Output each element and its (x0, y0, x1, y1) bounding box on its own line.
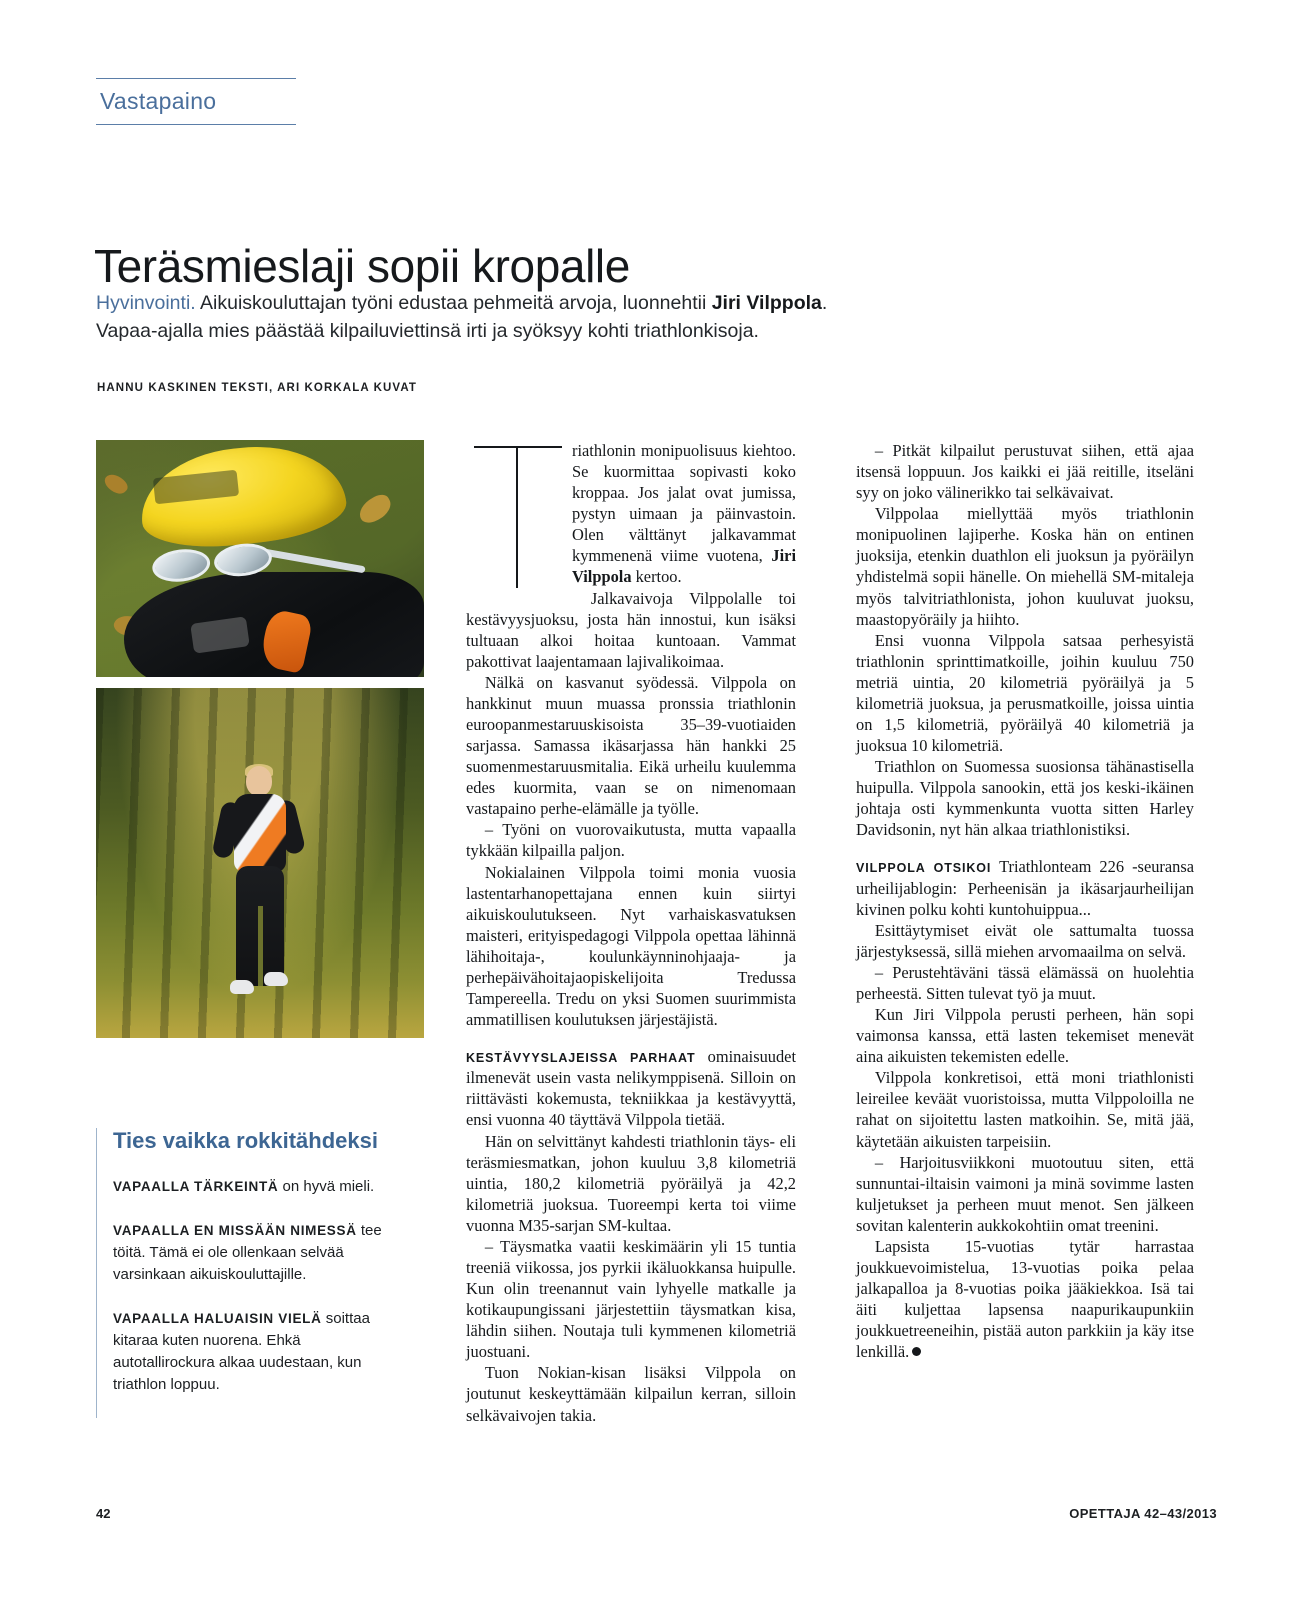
section-kicker (96, 78, 296, 125)
drop-cap-t (466, 440, 572, 590)
standfirst-text-before-name: Aikuiskouluttajan työni edustaa pehmeitä arvoja, luonnehtii (195, 292, 712, 314)
paragraph: Ensi vuonna Vilppola satsaa perhesyistä triathlonin sprinttimatkoille, joihin kuuluu 750 metriä uintia, 20 kilometriä pyöräilyä ja 5 kilometriä juoksua, ja perusmatkoille, joissa uintia on 1,5 kilometriä, pyöräilyä 40 kilometriä ja juoksua 10 kilometriä. (856, 630, 1194, 756)
page-number: 42 (96, 1506, 111, 1521)
sidebar-title: Ties vaikka rokkitähdeksi (113, 1128, 378, 1153)
subhead-paragraph (466, 1046, 796, 1130)
sidebar-item-3-lead: VAPAALLA HALUAISIN VIELÄ (113, 1310, 322, 1326)
runner-jersey (234, 794, 286, 872)
drop-cap-t-bar (474, 446, 562, 448)
subhead-continuation: Triathlonteam 226 -seuransa urheilijablogin: Perheenisän ja ikäsarjaurheilijan kivinen polku kohti kuntohuippua... (856, 857, 1194, 919)
paragraph: – Työni on vuorovaikutusta, mutta vapaalla tykkään kilpailla paljon. (466, 820, 796, 861)
paragraph-final (856, 1236, 1194, 1362)
paragraph: – Pitkät kilpailut perustuvat siihen, että ajaa itsensä loppuun. Jos kaikki ei jää reitille, itseläni syy on joko välinerikko tai selkävaivat. (856, 441, 1194, 503)
subhead-label: VILPPOLA OTSIKOI (856, 861, 992, 876)
paragraph-final-text: Lapsista 15-vuotias tytär harrastaa joukkuevoimistelua, 13-vuotias poika pelaa jalkapalloa ja 8-vuotias poika jääkiekkoa. Isä tai äiti kuljettaa lapsensa naapurikaupunkiin joukkuetreeneihin, pistää auton parkkiin ja käy itse lenkillä. (856, 1236, 1194, 1362)
drop-cap-t-stem (516, 446, 518, 588)
runner-shoe-left (230, 980, 254, 994)
paragraph: Hän on selvittänyt kahdesti triathlonin täys- eli teräsmiesmatkan, johon kuuluu 3,8 kilometriä uintia, 180,2 kilometriä pyöräilyä ja 42,2 kilometriä juoksua. Tuoreempi kerta toi viime vuonna M35-sarjan SM-kultaa. (466, 1131, 796, 1235)
goggles-lens-left (150, 546, 211, 585)
paragraph: Triathlon on Suomessa suosionsa tähänastisella huipulla. Vilppola sanookin, että jos keski-ikäinen johtaja osti kymmenkunta vuotta sitten Harley Davidsonin, nyt hän alkaa triathlonistiksi. (856, 757, 1194, 840)
paragraph: Nälkä on kasvanut syödessä. Vilppola on hankkinut muun muassa pronssia triathlonin euroopanmestaruuskisoista 35–39-vuotiaiden sarjassa. Samassa ikäsarjassa hän hankki 25 suomenmestaruusmitalia. Eikä urheilu kuulemma edes kuormita, vaan se on nimenomaan vastapaino perhe-elämälle ja työlle. (466, 672, 796, 819)
section-kicker-label: Vastapaino (100, 88, 217, 114)
sidebar-item-1-lead: VAPAALLA TÄRKEINTÄ (113, 1178, 279, 1194)
paragraph: Vilppola konkretisoi, että moni triathlonisti leireilee keväät vuoristoissa, mutta Vilppoloilla ne rahat on sijoitettu lasten matkoihin. Se, mitä jää, käytetään aikuisten tarpeisiin. (856, 1068, 1194, 1151)
standfirst (96, 290, 866, 345)
runner-on-autumn-trail-photo (96, 688, 424, 1038)
opening-person-name: Jiri Vilppola (572, 546, 796, 587)
opening-text-before-name: riathlonin monipuolisuus kiehtoo. Se kuormittaa sopivasti koko kroppaa. Jos jalat ovat jumissa, pystyn uimaan ja päinvastoin. Olen välttänyt jalkavammat kymmenenä viime vuotena, (572, 441, 796, 566)
paragraph: – Harjoitusviikkoni muotoutuu siten, että sunnuntai-iltaisin vaimoni ja minä sovimme lasten kuljetukset ja perheen muut menot. Sen jälkeen sovitan kalenterin aukkokohtiin omat treenini. (856, 1152, 1194, 1235)
subhead-continuation: ominaisuudet ilmenevät usein vasta nelikymppisenä. Silloin on riittävästi kokemusta, tekniikkaa ja kestävyyttä, ensi vuonna 40 täyttävä Vilppola tietää. (466, 1047, 796, 1130)
sidebar-item-3 (113, 1308, 396, 1396)
runner-head (246, 766, 272, 796)
article-column-right (856, 440, 1194, 1362)
sidebar-item-2-lead: VAPAALLA EN MISSÄÄN NIMESSÄ (113, 1222, 357, 1238)
standfirst-label: Hyvinvointi. (96, 292, 196, 314)
subhead-paragraph (856, 856, 1194, 919)
article-column-middle (466, 440, 796, 1426)
page-title: Teräsmieslaji sopii kropalle (94, 239, 630, 292)
sidebar-item-2-text: tee töitä. Tämä ei ole ollenkaan selvää varsinkaan aikuiskouluttajille. (113, 1221, 382, 1283)
subhead-label: KESTÄVYYSLAJEISSA PARHAAT (466, 1051, 696, 1066)
paragraph: Vilppolaa miellyttää myös triathlonin monipuolinen lajiperhe. Koska hän on entinen juoksija, etenkin duathlon eli juoksun ja pyöräilyn yhdistelmä sopii hänelle. On miehellä SM-mitaleja myös talvitriathlonista, johon kuuluvat juoksu, maastopyöräily ja hiihto. (856, 504, 1194, 629)
end-of-article-bullet-icon (912, 1347, 921, 1356)
paragraph: Jalkavaivoja Vilppolalle toi kestävyysjuoksu, josta hän innostui, kun isäksi tultuaan alkoi hoitaa kuntoaan. Vammat pakottivat laajentamaan lajivalikoimaa. (466, 588, 796, 671)
opening-text-after-name: kertoo. (631, 567, 682, 587)
swim-cap-goggles-wetsuit-photo (96, 440, 424, 677)
standfirst-person-name: Jiri Vilppola (711, 292, 822, 314)
sidebar-item-2 (113, 1220, 396, 1286)
article-opening-paragraph (466, 440, 796, 588)
paragraph: Kun Jiri Vilppola perusti perheen, hän sopi vaimonsa kanssa, että lasten tekemiset menevät aina aikuisten tekemisten edelle. (856, 1005, 1194, 1067)
paragraph: Esittäytymiset eivät ole sattumalta tuossa järjestyksessä, sillä miehen arvomaailma on selvä. (856, 920, 1194, 961)
sidebar-item-3-text: soittaa kitaraa kuten nuorena. Ehkä autotallirockura alkaa uudestaan, kun triathlon loppuu. (113, 1309, 370, 1393)
paragraph: Nokialainen Vilppola toimi monia vuosia lastentarhanopettajana ennen kuin siirtyi aikuiskoulutukseen. Nyt varhaiskasvatuksen maisteri, erityispedagogi Vilppola opettaa lähinnä lähihoitaja-, koulunkäynninohjaaja- ja perhepäivähoitajaopiskelijoita Tredussa Tampereella. Tredu on yksi Suomen suurimmista ammatillisen koulutuksen järjestäjistä. (466, 862, 796, 1030)
sidebar-box (96, 1128, 396, 1418)
sidebar-item-1-text: on hyvä mieli. (278, 1177, 375, 1195)
runner-figure (212, 766, 308, 1012)
paragraph: – Perustehtäväni tässä elämässä on huolehtia perheestä. Sitten tulevat työ ja muut. (856, 962, 1194, 1003)
sidebar-item-1 (113, 1176, 396, 1198)
runner-leg-gap (258, 906, 263, 986)
paragraph: Tuon Nokian-kisan lisäksi Vilppola on joutunut keskeyttämään kilpailun kerran, silloin selkävaivojen takia. (466, 1363, 796, 1425)
byline: HANNU KASKINEN TEKSTI, ARI KORKALA KUVAT (97, 382, 417, 394)
paragraph: – Täysmatka vaatii keskimäärin yli 15 tuntia treeniä viikossa, jos pyrkii ikäluokkansa huipulle. Kun olin treenannut vain lyhyelle matkalle ja kotikaupungissani järjestettiin täysmatkan kisa, lähdin siihen. Noutaja tuli kymmenen kilometriä juostuani. (466, 1236, 796, 1362)
publication-footer: OPETTAJA 42–43/2013 (1069, 1506, 1217, 1521)
runner-shoe-right (264, 972, 288, 986)
standfirst-text-after-name: . Vapaa-ajalla mies päästää kilpailuviettinsä irti ja syöksyy kohti triathlonkisoja. (96, 292, 828, 342)
